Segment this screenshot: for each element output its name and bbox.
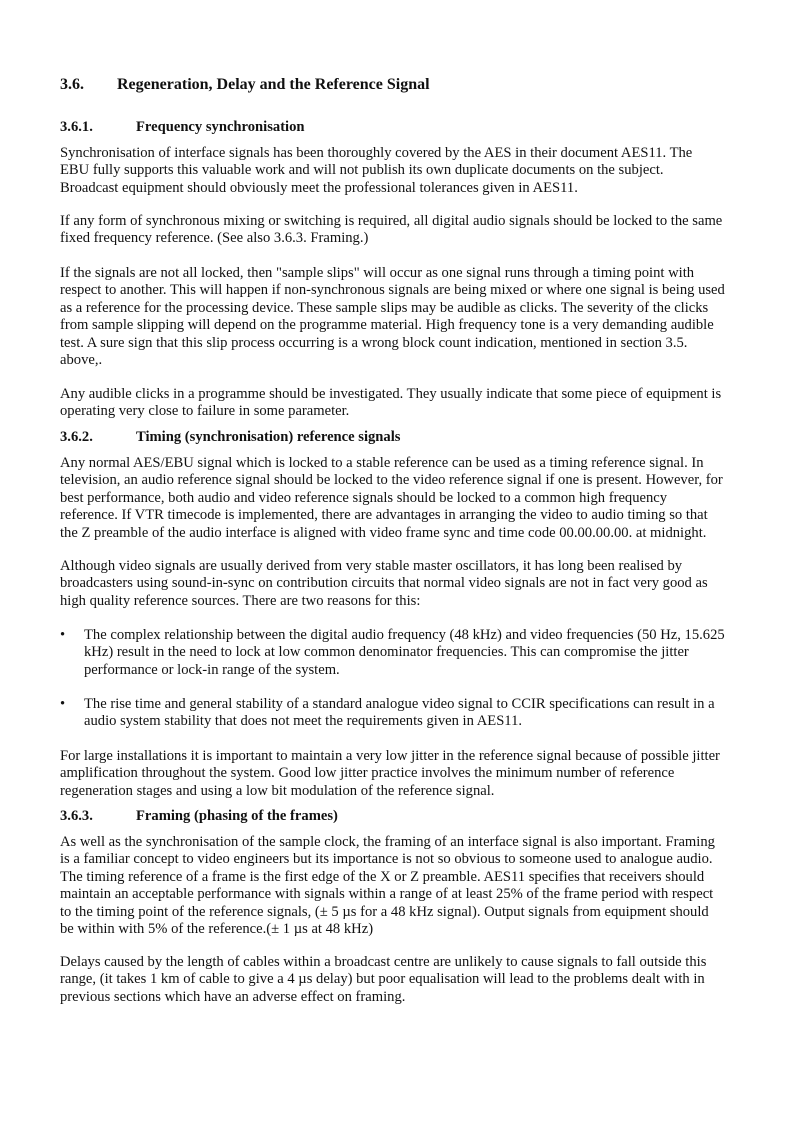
section-number: 3.6.: [60, 76, 84, 93]
paragraph: Synchronisation of interface signals has been thoroughly covered by the AES in their document AES11. The EBU fully supports this valuable work and will not publish its own duplicate documents on the subject. Broadcast equipment should obviously meet the professional tolerances given in AES11.: [60, 145, 693, 196]
subsection-title: Frequency synchronisation: [136, 119, 305, 135]
bullet-icon: •: [60, 627, 66, 643]
bullet-text: The rise time and general stability of a standard analogue video signal to CCIR specifications can result in a audio system stability that does not meet the requirements given in AES11.: [84, 696, 715, 730]
subsection-heading-3-6-2: [60, 429, 400, 446]
section-title: Regeneration, Delay and the Reference Signal: [117, 76, 430, 93]
subsection-title: Timing (synchronisation) reference signals: [136, 429, 401, 445]
paragraph: If the signals are not all locked, then "sample slips" will occur as one signal runs through a timing point with respect to another. This will happen if non-synchronous signals are being mixed or where one signal is being used as a reference for the processing device. These sample slips may be audible as clicks. The severity of the clicks from sample slipping will depend on the programme material. High frequency tone is a very demanding audible test. A sure sign that this slip process occurring is a wrong block count indication, mentioned in section 3.5. above,.: [60, 265, 725, 369]
paragraph: Any normal AES/EBU signal which is locked to a stable reference can be used as a timing reference signal. In television, an audio reference signal should be locked to the video reference signal if one is present. However, for best performance, both audio and video reference signals should be locked to a common high frequency reference. If VTR timecode is implemented, there are advantages in arranging the video to audio timing so that the Z preamble of the audio interface is aligned with video frame sync and time code 00.00.00.00. at midnight.: [60, 455, 723, 541]
bullet-item: [60, 627, 725, 679]
subsection-title: Framing (phasing of the frames): [136, 808, 338, 824]
subsection-heading-3-6-3: [60, 808, 338, 825]
bullet-item: [60, 696, 725, 731]
subsection-number: 3.6.2.: [60, 429, 93, 445]
paragraph: Delays caused by the length of cables within a broadcast centre are unlikely to cause signals to fall outside this range, (it takes 1 km of cable to give a 4 µs delay) but poor equalisation will lead to the problems dealt with in previous sections which have an adverse effect on framing.: [60, 954, 707, 1005]
paragraph: As well as the synchronisation of the sample clock, the framing of an interface signal is also important. Framing is a familiar concept to video engineers but its importance is not so obvious to someone used to analogue audio. The timing reference of a frame is the first edge of the X or Z preamble. AES11 specifies that receivers should maintain an acceptable performance with signals within a range of at least 25% of the frame period with respect to the timing point of the reference signals, (± 5 µs for a 48 kHz signal). Output signals from equipment should be within with 5% of the reference.(± 1 µs at 48 kHz): [60, 834, 715, 938]
section-heading: [60, 76, 430, 93]
paragraph: Although video signals are usually derived from very stable master oscillators, it has long been realised by broadcasters using sound-in-sync on contribution circuits that normal video signals are not in fact very good as high quality reference sources. There are two reasons for this:: [60, 558, 708, 609]
bullet-text: The complex relationship between the digital audio frequency (48 kHz) and video frequencies (50 Hz, 15.625 kHz) result in the need to lock at low common denominator frequencies. This can compromise the jitter performance or lock-in range of the system.: [84, 627, 725, 678]
subsection-number: 3.6.3.: [60, 808, 93, 824]
paragraph: For large installations it is important to maintain a very low jitter in the reference signal because of possible jitter amplification throughout the system. Good low jitter practice involves the minimum number of reference regeneration stages and using a low bit modulation of the reference signal.: [60, 748, 720, 799]
subsection-number: 3.6.1.: [60, 119, 93, 135]
paragraph: If any form of synchronous mixing or switching is required, all digital audio signals should be locked to the same fixed frequency reference. (See also 3.6.3. Framing.): [60, 213, 723, 247]
subsection-heading-3-6-1: [60, 119, 305, 136]
bullet-icon: •: [60, 696, 66, 712]
paragraph: Any audible clicks in a programme should be investigated. They usually indicate that some piece of equipment is operating very close to failure in some parameter.: [60, 386, 722, 420]
